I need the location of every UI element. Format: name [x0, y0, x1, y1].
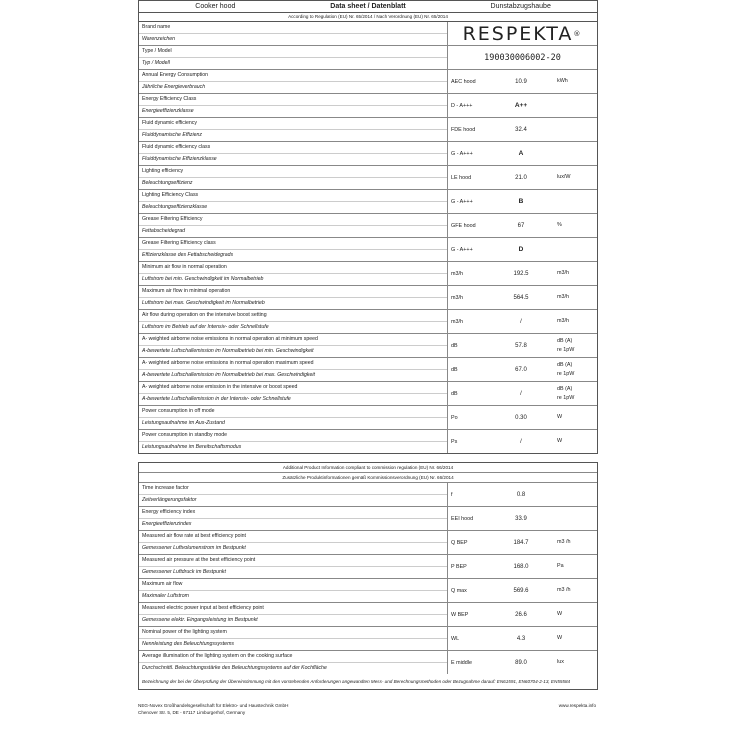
- row-label-de: Luftstrom bei max. Geschwindigkeit im Normalbetrieb: [142, 300, 265, 306]
- unit-text: m3/h: [557, 318, 569, 324]
- additional-info-table: [138, 462, 598, 690]
- row-unit: [553, 142, 597, 165]
- table-row: [139, 70, 597, 94]
- row-unit: [553, 214, 597, 237]
- brand-logo-text: RESPEKTA: [462, 22, 574, 45]
- table-row: [139, 238, 597, 262]
- row-label-de: A-bewertete Luftschallemission im Normalbetrieb bei max. Geschwindigkeit: [142, 372, 315, 378]
- row-symbol: P BEP: [451, 563, 467, 570]
- row-unit: [553, 406, 597, 429]
- row-symbol: m3/h: [451, 294, 463, 301]
- row-unit: [553, 507, 597, 530]
- row-value: 67: [517, 222, 525, 229]
- unit-text: W: [557, 414, 563, 420]
- row-label-en: Power consumption in standby mode: [139, 430, 447, 442]
- row-unit: [553, 382, 597, 405]
- unit-text: lux: [557, 659, 564, 665]
- table-row: [139, 334, 597, 358]
- row-value: 4.3: [516, 635, 526, 642]
- row-unit: [553, 483, 597, 506]
- row-label-de: A-bewertete Luftschallemission in der Intensiv- oder Schnellstufe: [142, 396, 291, 402]
- row-symbol: Q BEP: [451, 539, 468, 546]
- measurement-note: Bezeichnung der bei der Überprüfung der Übereinstimmung mit den vorstehenden Anforderungen angewandten Mess- und Berechnungsmethoden oder Bezugnahme darauf: EN61591, EN60704-2-13, EN55584: [142, 679, 571, 684]
- brand-logo: RESPEKTA ®: [462, 22, 583, 45]
- unit-text: W: [557, 611, 563, 617]
- row-label-de: Zeitverlängerungsfaktor: [142, 497, 197, 503]
- row-unit: [553, 651, 597, 674]
- row-value: 0.8: [516, 491, 526, 498]
- unit-text: re 1pW: [557, 346, 575, 353]
- row-symbol: LE hood: [451, 174, 472, 181]
- row-unit: [553, 579, 597, 602]
- row-value: /: [520, 438, 522, 445]
- row-label-en: A- weighted airborne noise emissions in normal operation at minimum speed: [139, 334, 447, 346]
- footer-url[interactable]: www.respekta.info: [558, 703, 596, 708]
- table-row: [139, 310, 597, 334]
- regulation-line: According to Regulation (EU) Nr. 65/2014 / Nach Verordnung (EU) Nr. 65/2014: [139, 13, 597, 22]
- row-value: 32.4: [515, 126, 527, 133]
- row-label-en: Minimum air flow in normal operation: [139, 262, 447, 274]
- row-label-de: Effizienzklasse des Fettabscheidegrads: [142, 252, 234, 258]
- row-value: /: [520, 318, 522, 325]
- brand-label-de: Warenzeichen: [142, 36, 176, 42]
- row-unit: [553, 358, 597, 381]
- row-symbol: Ps: [451, 438, 458, 445]
- table-row: [139, 166, 597, 190]
- table-row: [139, 430, 597, 453]
- table-row: [139, 651, 597, 674]
- row-value: A++: [514, 102, 528, 109]
- row-unit: [553, 94, 597, 117]
- row-unit: [553, 430, 597, 453]
- row-symbol: m3/h: [451, 318, 463, 325]
- table-row: [139, 531, 597, 555]
- table-row: [139, 94, 597, 118]
- row-value: A: [518, 150, 524, 157]
- row-value: 33.9: [515, 515, 527, 522]
- row-symbol: f: [451, 491, 453, 498]
- row-value: D: [518, 246, 524, 253]
- model-row: [139, 46, 597, 70]
- table-row: [139, 190, 597, 214]
- row-label-de: Gemessene elektr. Eingangsleistung im Bestpunkt: [142, 617, 258, 623]
- row-label-de: Gemessener Luftdruck im Bestpunkt: [142, 569, 226, 575]
- row-symbol: WL: [451, 635, 460, 642]
- row-label-de: A-bewertete Luftschallemission im Normalbetrieb bei min. Geschwindigkeit: [142, 348, 314, 354]
- table-row: [139, 406, 597, 430]
- row-label-de: Energieeffizienzklasse: [142, 108, 194, 114]
- row-symbol: dB: [451, 390, 458, 397]
- table-row: [139, 286, 597, 310]
- datasheet-table: [138, 0, 598, 454]
- row-label-en: Air flow during operation on the intensive boost setting: [139, 310, 447, 322]
- row-value: 10.9: [515, 78, 527, 85]
- row-value: 67.0: [515, 366, 527, 373]
- footer-company: NEG-Novex Großhandelsgesellschaft für Elektro- und Haustechnik GmbH: [138, 703, 289, 708]
- unit-text: kWh: [557, 78, 568, 84]
- row-unit: [553, 310, 597, 333]
- row-unit: [553, 118, 597, 141]
- row-value: 57.8: [515, 342, 527, 349]
- row-label-de: Beleuchtungseffizienzklasse: [142, 204, 208, 210]
- row-label-de: Beleuchtungseffizienz: [142, 180, 193, 186]
- row-unit: [553, 238, 597, 261]
- row-symbol: AEC hood: [451, 78, 476, 85]
- row-label-en: Measured air flow rate at best efficiency point: [139, 531, 447, 543]
- row-label-en: A- weighted airborne noise emissions in normal operation maximum speed: [139, 358, 447, 370]
- row-label-de: Leistungsaufnahme im Bereitschaftsmodus: [142, 444, 242, 450]
- row-label-en: Fluid dynamic efficiency: [139, 118, 447, 130]
- row-symbol: G - A+++: [451, 150, 473, 157]
- row-label-de: Fluiddynamische Effizienzklasse: [142, 156, 217, 162]
- row-symbol: Q max: [451, 587, 467, 594]
- unit-text: W: [557, 635, 563, 641]
- row-symbol: G - A+++: [451, 246, 473, 253]
- row-symbol: FDE hood: [451, 126, 476, 133]
- row-unit: [553, 286, 597, 309]
- row-unit: [553, 531, 597, 554]
- row-value: 192.5: [513, 270, 529, 277]
- row-label-de: Luftstrom bei min. Geschwindigkeit im Normalbetrieb: [142, 276, 264, 282]
- table-row: [139, 142, 597, 166]
- header-dunstabzugshaube: Dunstabzugshaube: [490, 3, 551, 10]
- row-label-de: Fluiddynamische Effizienz: [142, 132, 202, 138]
- additional-title: Additional Product Information compliant to commission regulation (EU) Nr. 66/2014: [139, 463, 597, 473]
- unit-text: m3/h: [557, 270, 569, 276]
- row-label-de: Maximaler Luftstrom: [142, 593, 189, 599]
- row-label-en: Measured electric power input at best efficiency point: [139, 603, 447, 615]
- row-symbol: m3/h: [451, 270, 463, 277]
- row-label-en: Energy Efficiency Class: [139, 94, 447, 106]
- row-value: 0.30: [515, 414, 527, 421]
- row-symbol: EEI hood: [451, 515, 474, 522]
- model-label-de: Typ / Modell: [142, 60, 170, 66]
- unit-text: %: [557, 222, 562, 228]
- row-label-en: Maximum air flow in minimal operation: [139, 286, 447, 298]
- model-number: 190030006002-20: [484, 52, 561, 63]
- row-label-en: Grease Filtering Efficiency class: [139, 238, 447, 250]
- additional-rows: [139, 483, 597, 674]
- table-row: [139, 483, 597, 507]
- row-label-en: Average illumination of the lighting system on the cooking surface: [139, 651, 447, 663]
- row-symbol: E middle: [451, 659, 472, 666]
- table-row: [139, 118, 597, 142]
- footer: [138, 702, 596, 716]
- row-label-en: Fluid dynamic efficiency class: [139, 142, 447, 154]
- row-value: 569.6: [513, 587, 529, 594]
- unit-text: re 1pW: [557, 370, 575, 377]
- brand-row: [139, 22, 597, 46]
- row-value: 168.0: [513, 563, 529, 570]
- datasheet-rows: [139, 70, 597, 453]
- table-row: [139, 382, 597, 406]
- table-row: [139, 507, 597, 531]
- row-label-en: Energy efficiency index: [139, 507, 447, 519]
- table-row: [139, 214, 597, 238]
- unit-text: m3 /h: [557, 587, 571, 593]
- row-label-en: Maximum air flow: [139, 579, 447, 591]
- row-label-de: Nennleistung des Beleuchtungssystems: [142, 641, 234, 647]
- row-label-en: Lighting Efficiency Class: [139, 190, 447, 202]
- datasheet-header: [139, 1, 597, 13]
- header-data-sheet: Data sheet / Datenblatt: [330, 3, 406, 10]
- row-symbol: GFE hood: [451, 222, 476, 229]
- table-row: [139, 627, 597, 651]
- unit-text: lux/W: [557, 174, 571, 180]
- row-label-de: Durchschnittl. Beleuchtungsstärke des Beleuchtungssystems auf der Kochfläche: [142, 665, 327, 671]
- unit-text: W: [557, 438, 563, 444]
- row-unit: [553, 262, 597, 285]
- row-value: /: [520, 390, 522, 397]
- table-row: [139, 579, 597, 603]
- row-label-en: Annual Energy Consumption: [139, 70, 447, 82]
- row-unit: [553, 70, 597, 93]
- row-value: B: [518, 198, 524, 205]
- row-label-en: A- weighted airborne noise emission in the intensive or boost speed: [139, 382, 447, 394]
- unit-text: m3/h: [557, 294, 569, 300]
- row-symbol: dB: [451, 366, 458, 373]
- row-unit: [553, 555, 597, 578]
- row-label-de: Energieeffizienzindex: [142, 521, 192, 527]
- footer-address: Chenover Str. 5, DE - 67117 Limburgerhof, Germany: [138, 710, 246, 715]
- row-symbol: Po: [451, 414, 458, 421]
- row-label-en: Lighting efficiency: [139, 166, 447, 178]
- table-row: [139, 262, 597, 286]
- row-label-en: Grease Filtering Efficiency: [139, 214, 447, 226]
- row-symbol: dB: [451, 342, 458, 349]
- row-value: 89.0: [515, 659, 527, 666]
- model-label-en: Type / Model: [139, 46, 447, 58]
- brand-label-en: Brand name: [139, 22, 447, 34]
- row-label-en: Time increase factor: [139, 483, 447, 495]
- row-label-de: Leistungsaufnahme im Aus-Zustand: [142, 420, 225, 426]
- row-label-en: Power consumption in off mode: [139, 406, 447, 418]
- unit-text: Pa: [557, 563, 564, 569]
- row-symbol: W BEP: [451, 611, 469, 618]
- unit-text: dB (A): [557, 337, 573, 344]
- row-value: 26.6: [515, 611, 527, 618]
- table-row: [139, 603, 597, 627]
- row-unit: [553, 627, 597, 650]
- row-unit: [553, 334, 597, 357]
- row-value: 21.0: [515, 174, 527, 181]
- row-symbol: D - A+++: [451, 102, 473, 109]
- additional-subtitle: Zusätzliche Produktinformationen gemäß Kommissionsverordnung (EU) Nr. 66/2014: [139, 473, 597, 483]
- row-label-de: Luftstrom im Betrieb auf der Intensiv- oder Schnellstufe: [142, 324, 269, 330]
- table-row: [139, 555, 597, 579]
- unit-text: dB (A): [557, 361, 573, 368]
- header-cooker-hood: Cooker hood: [195, 3, 236, 10]
- unit-text: re 1pW: [557, 394, 575, 401]
- row-unit: [553, 166, 597, 189]
- row-unit: [553, 190, 597, 213]
- table-row: [139, 358, 597, 382]
- row-label-de: Gemessener Luftvolumenstrom im Bestpunkt: [142, 545, 246, 551]
- row-symbol: G - A+++: [451, 198, 473, 205]
- row-value: 564.5: [513, 294, 529, 301]
- unit-text: dB (A): [557, 385, 573, 392]
- row-value: 184.7: [513, 539, 529, 546]
- row-label-en: Nominal power of the lighting system: [139, 627, 447, 639]
- unit-text: m3 /h: [557, 539, 571, 545]
- row-unit: [553, 603, 597, 626]
- row-label-de: Jährliche Energieverbrauch: [142, 84, 206, 90]
- row-label-en: Measured air pressure at the best efficiency point: [139, 555, 447, 567]
- row-label-de: Fettabscheidegrad: [142, 228, 185, 234]
